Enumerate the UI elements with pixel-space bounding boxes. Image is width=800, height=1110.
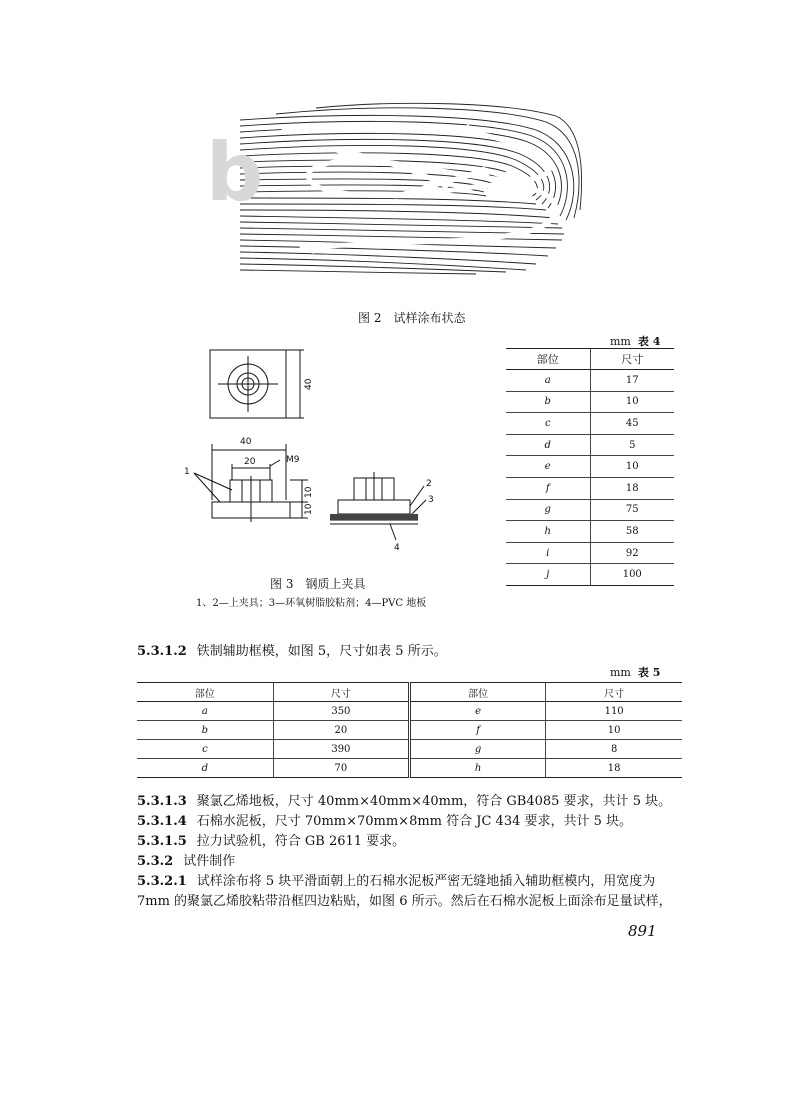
table-cell: i xyxy=(506,542,590,564)
table4-unit: mm xyxy=(610,335,631,348)
table-cell: g xyxy=(506,499,590,521)
figure-3-legend: 1、2—上夹具；3—环氧树脂胶粘剂；4—PVC 地板 xyxy=(196,598,427,609)
table-cell: f xyxy=(506,477,590,499)
table-cell: 45 xyxy=(590,413,674,435)
paragraph-5-3-1-2 xyxy=(137,640,447,659)
table4-col-part: 部位 xyxy=(506,349,590,370)
table-5 xyxy=(137,682,682,778)
table-row xyxy=(506,499,674,521)
paragraph-text: 石棉水泥板，尺寸 70mm×70mm×8mm 符合 JC 434 要求，共计 5 块。 xyxy=(196,814,633,829)
table-row xyxy=(506,434,674,456)
table-cell: 75 xyxy=(590,499,674,521)
paragraph-5-3-2-1 xyxy=(137,870,655,889)
table4-header xyxy=(610,333,660,349)
dim-thread: M9 xyxy=(286,455,300,465)
table-cell: h xyxy=(410,759,546,778)
watermark-text: b xyxy=(206,126,264,219)
paragraph-text: 聚氯乙烯地板，尺寸 40mm×40mm×40mm，符合 GB4085 要求，共计 5 块。 xyxy=(196,794,672,809)
table-header-row xyxy=(506,349,674,370)
table-cell: d xyxy=(506,434,590,456)
section-number: 5.3.1.3 xyxy=(137,794,187,809)
table-row xyxy=(506,413,674,435)
table-cell: e xyxy=(506,456,590,478)
paragraph-continuation: 7mm 的聚氯乙烯胶粘带沿框四边粘贴，如图 6 所示。然后在石棉水泥板上面涂布足量试样， xyxy=(137,894,672,909)
figure-3-caption: 图 3 钢质上夹具 xyxy=(270,577,366,591)
section-number: 5.3.2.1 xyxy=(137,874,187,889)
section-number: 5.3.2 xyxy=(137,854,174,869)
table-row xyxy=(137,740,682,759)
table-cell: e xyxy=(410,702,546,721)
dim-h1: 10 xyxy=(304,486,314,498)
figure-2-illustration xyxy=(206,100,584,275)
table-cell: 10 xyxy=(590,391,674,413)
table-cell: 70 xyxy=(273,759,409,778)
table-cell: d xyxy=(137,759,273,778)
table5-col-size-right: 尺寸 xyxy=(546,683,682,702)
table5-col-part-left: 部位 xyxy=(137,683,273,702)
section-number: 5.3.1.5 xyxy=(137,834,187,849)
paragraph-text: 铁制辅助框模，如图 5，尺寸如表 5 所示。 xyxy=(196,644,447,659)
table-cell: g xyxy=(410,740,546,759)
section-number: 5.3.1.2 xyxy=(137,644,187,659)
figure-3-illustration xyxy=(180,340,450,570)
section-title: 试件制作 xyxy=(183,854,236,869)
table-cell: 58 xyxy=(590,521,674,543)
table-cell: b xyxy=(506,391,590,413)
table-cell: 5 xyxy=(590,434,674,456)
table4-label: 表 4 xyxy=(637,335,661,348)
label-3: 3 xyxy=(428,495,434,505)
table-cell: 18 xyxy=(546,759,682,778)
table-row xyxy=(506,456,674,478)
dim-width-front: 40 xyxy=(240,437,252,447)
dim-inner: 20 xyxy=(244,457,256,467)
dim-height-top: 40 xyxy=(304,378,314,390)
table5-col-size-left: 尺寸 xyxy=(273,683,409,702)
table-cell: b xyxy=(137,721,273,740)
table-cell: 390 xyxy=(273,740,409,759)
table-cell: 10 xyxy=(590,456,674,478)
label-1: 1 xyxy=(184,467,190,477)
table-cell: c xyxy=(137,740,273,759)
table-cell: 8 xyxy=(546,740,682,759)
section-number: 5.3.1.4 xyxy=(137,814,187,829)
table-row xyxy=(506,370,674,392)
table-cell: 17 xyxy=(590,370,674,392)
table5-label: 表 5 xyxy=(637,666,661,679)
label-4: 4 xyxy=(394,543,400,553)
section-heading-5-3-2 xyxy=(137,850,235,869)
table-cell: 110 xyxy=(546,702,682,721)
table-cell: a xyxy=(506,370,590,392)
label-2: 2 xyxy=(426,479,432,489)
table5-unit: mm xyxy=(610,666,631,679)
table-row xyxy=(506,542,674,564)
table5-header xyxy=(610,664,660,680)
table-row xyxy=(137,702,682,721)
paragraph-5-3-1-5 xyxy=(137,830,405,849)
table-cell: 10 xyxy=(546,721,682,740)
table-row xyxy=(506,477,674,499)
table4-col-size: 尺寸 xyxy=(590,349,674,370)
page-number: 891 xyxy=(628,922,657,940)
clamp-drawing xyxy=(180,340,450,570)
paragraph-text: 试样涂布将 5 块平滑面朝上的石棉水泥板严密无缝地插入辅助框模内，用宽度为 xyxy=(196,874,656,889)
coating-pattern-graphic xyxy=(206,100,584,275)
table-cell: c xyxy=(506,413,590,435)
table-cell: a xyxy=(137,702,273,721)
table-row xyxy=(137,721,682,740)
table-header-row xyxy=(137,683,682,702)
table5-col-part-right: 部位 xyxy=(410,683,546,702)
paragraph-text: 拉力试验机，符合 GB 2611 要求。 xyxy=(196,834,406,849)
table-cell: 350 xyxy=(273,702,409,721)
paragraph-5-3-1-3 xyxy=(137,790,671,809)
table-row xyxy=(137,759,682,778)
table-4 xyxy=(506,348,674,586)
dim-h2: 10 xyxy=(304,503,314,515)
table-cell: 18 xyxy=(590,477,674,499)
paragraph-5-3-1-4 xyxy=(137,810,632,829)
figure-2-caption: 图 2 试样涂布状态 xyxy=(358,311,466,325)
table-cell: j xyxy=(506,564,590,586)
table-cell: f xyxy=(410,721,546,740)
table-row xyxy=(506,521,674,543)
table-cell: 100 xyxy=(590,564,674,586)
table-cell: h xyxy=(506,521,590,543)
table-cell: 92 xyxy=(590,542,674,564)
table-row xyxy=(506,391,674,413)
table-cell: 20 xyxy=(273,721,409,740)
table-row xyxy=(506,564,674,586)
